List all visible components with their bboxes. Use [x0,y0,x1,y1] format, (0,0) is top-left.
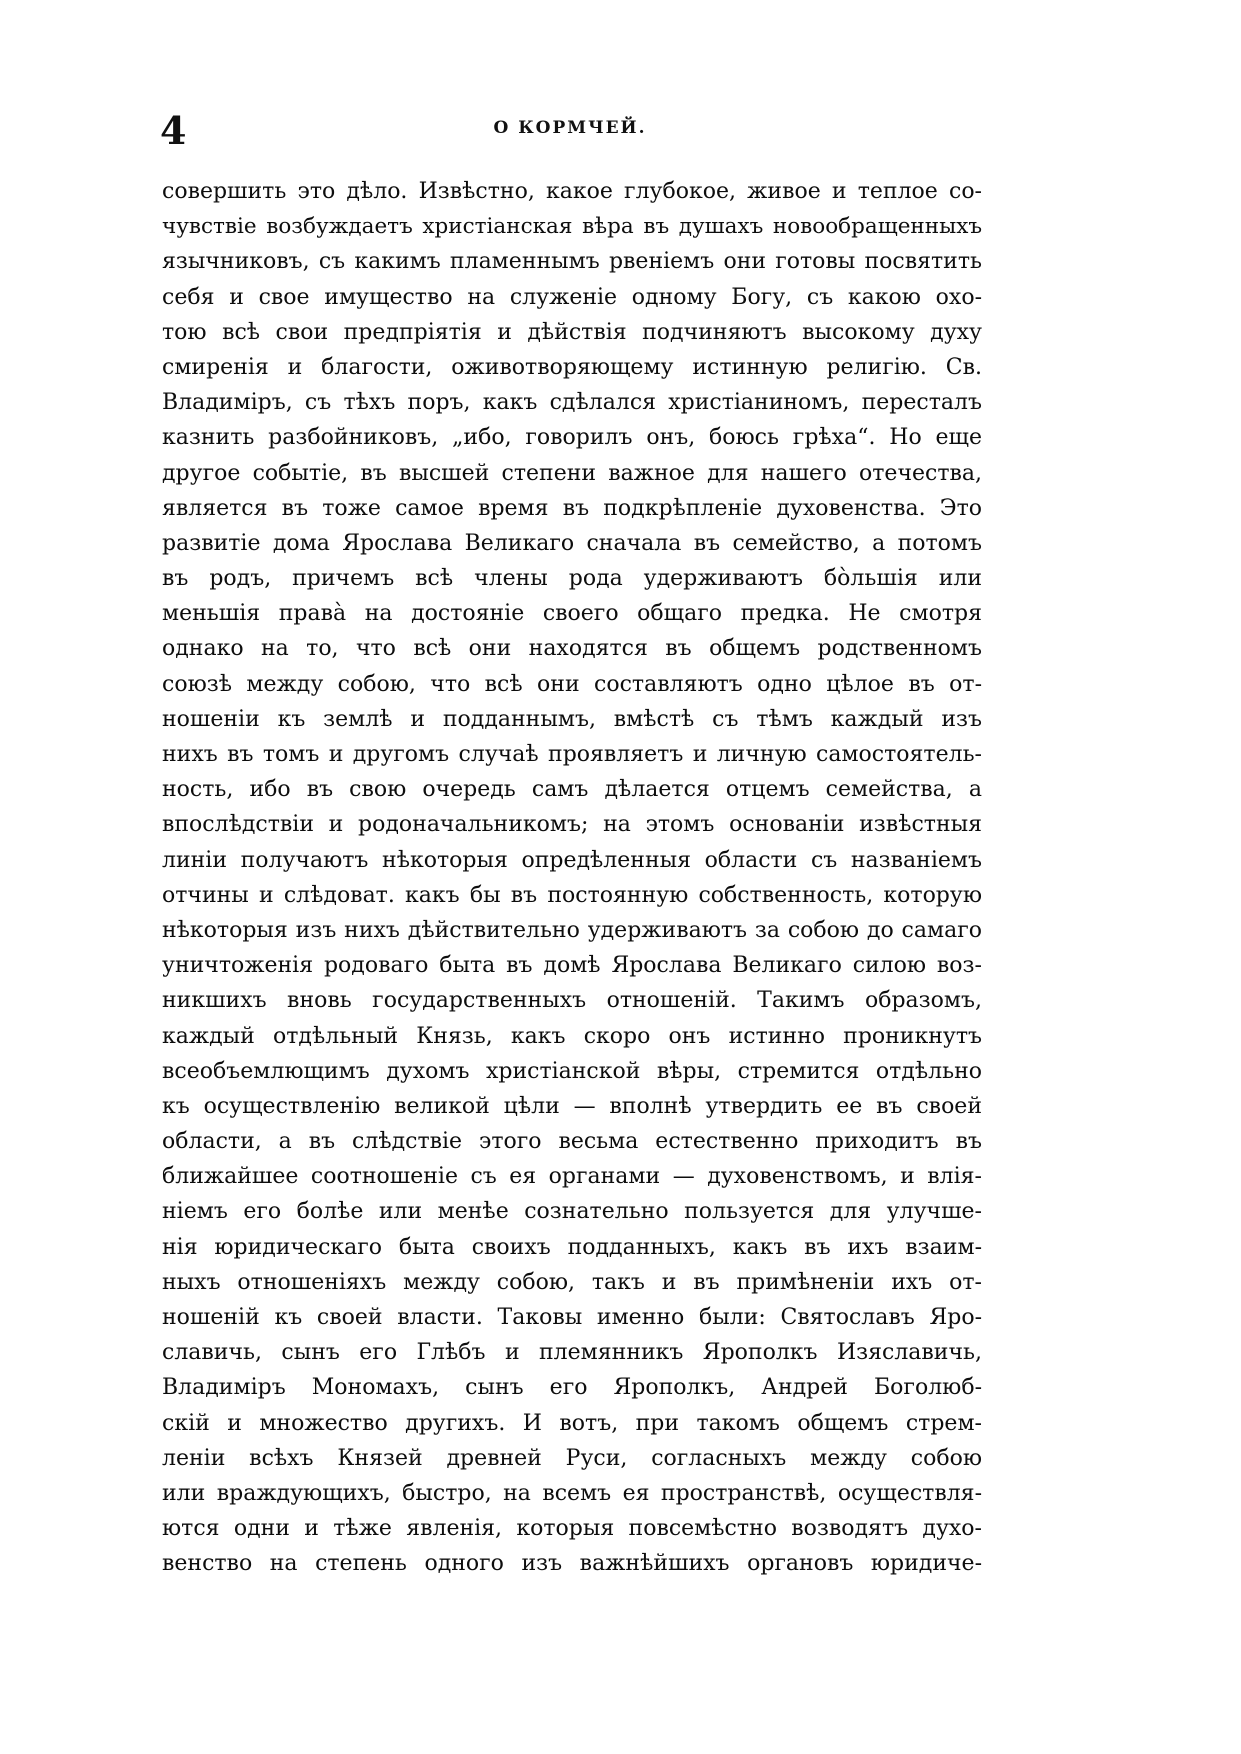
text-line: ніемъ его болѣе или менѣе сознательно пользуется для улучше- [162,1199,982,1225]
text-line: отчины и слѣдоват. какъ бы въ постоянную собственность, которую [162,882,982,908]
text-line: уничтоженія родоваго быта въ домѣ Ярослава Великаго силою воз- [162,953,982,979]
text-line: въ родъ, причемъ всѣ члены рода удерживаютъ бо̀льшія или [162,566,982,592]
text-line: казнить разбойниковъ, „ибо, говорилъ онъ, боюсь грѣха“. Но еще [162,425,982,451]
text-line: является въ тоже самое время въ подкрѣпленіе духовенства. Это [162,495,982,521]
text-line: Владиміръ, съ тѣхъ поръ, какъ сдѣлался христіаниномъ, пересталъ [162,390,982,416]
text-line: области, а въ слѣдствіе этого весьма естественно приходитъ въ [162,1129,982,1155]
text-line: леніи всѣхъ Князей древней Руси, согласныхъ между собою [162,1445,982,1471]
text-line: ныхъ отношеніяхъ между собою, такъ и въ примѣненіи ихъ от- [162,1269,982,1295]
text-line: каждый отдѣльный Князь, какъ скоро онъ истинно проникнутъ [162,1023,982,1049]
text-line: ношеніи къ землѣ и подданнымъ, вмѣстѣ съ тѣмъ каждый изъ [162,706,982,732]
text-line: ближайшее соотношеніе съ ея органами — духовенствомъ, и влія- [162,1164,982,1190]
text-line: себя и свое имущество на служеніе одному Богу, съ какою охо- [162,284,982,310]
text-line: совершить это дѣло. Извѣстно, какое глубокое, живое и теплое со- [162,179,982,204]
text-line: впослѣдствіи и родоначальникомъ; на этомъ основаніи извѣстныя [162,812,982,838]
text-line: никшихъ вновь государственныхъ отношеній. Такимъ образомъ, [162,988,982,1014]
page-header [160,108,980,153]
text-line: нѣкоторыя изъ нихъ дѣйствительно удерживаютъ за собою до самаго [162,917,982,943]
text-line: однако на то, что всѣ они находятся въ общемъ родственномъ [162,636,982,662]
page-number: 4 [160,108,187,153]
running-title: О КОРМЧЕЙ. [493,118,647,138]
text-line: славичь, сынъ его Глѣбъ и племянникъ Ярополкъ Изяславичь, [162,1340,982,1366]
text-line: союзѣ между собою, что всѣ они составляютъ одно цѣлое въ от- [162,671,982,697]
text-line: нихъ въ томъ и другомъ случаѣ проявляетъ и личную самостоятель- [162,742,982,767]
text-line: къ осуществленію великой цѣли — вполнѣ утвердить ее въ своей [162,1093,982,1119]
text-line: язычниковъ, съ какимъ пламеннымъ рвеніемъ они готовы посвятить [162,249,982,275]
text-line: чувствіе возбуждаетъ христіанская вѣра въ душахъ новообращенныхъ [162,214,982,240]
body-text [162,174,982,1582]
text-line: меньшія права̀ на достояніе своего общаго предка. Не смотря [162,601,982,627]
text-line: линіи получаютъ нѣкоторыя опредѣленныя области съ названіемъ [162,847,982,873]
text-line: ются одни и тѣже явленія, которыя повсемѣстно возводятъ духо- [162,1516,982,1542]
text-line: или враждующихъ, быстро, на всемъ ея пространствѣ, осуществля- [162,1480,982,1506]
text-line: венство на степень одного изъ важнѣйшихъ органовъ юридиче- [162,1551,982,1577]
text-line: развитіе дома Ярослава Великаго сначала въ семейство, а потомъ [162,530,982,556]
text-line: скій и множество другихъ. И вотъ, при такомъ общемъ стрем- [162,1410,982,1436]
text-line: ношеній къ своей власти. Таковы именно были: Святославъ Яро- [162,1305,982,1330]
text-line: Владиміръ Мономахъ, сынъ его Ярополкъ, Андрей Боголюб- [162,1375,982,1401]
text-line: смиренія и благости, оживотворяющему истинную религію. Св. [162,354,982,380]
text-line: тою всѣ свои предпріятія и дѣйствія подчиняютъ высокому духу [162,319,982,345]
text-line: другое событіе, въ высшей степени важное для нашего отечества, [162,460,982,486]
text-line: всеобъемлющимъ духомъ христіанской вѣры, стремится отдѣльно [162,1058,982,1084]
text-line: ность, ибо въ свою очередь самъ дѣлается отцемъ семейства, а [162,777,982,803]
text-line: нія юридическаго быта своихъ подданныхъ, какъ въ ихъ взаим- [162,1234,982,1260]
